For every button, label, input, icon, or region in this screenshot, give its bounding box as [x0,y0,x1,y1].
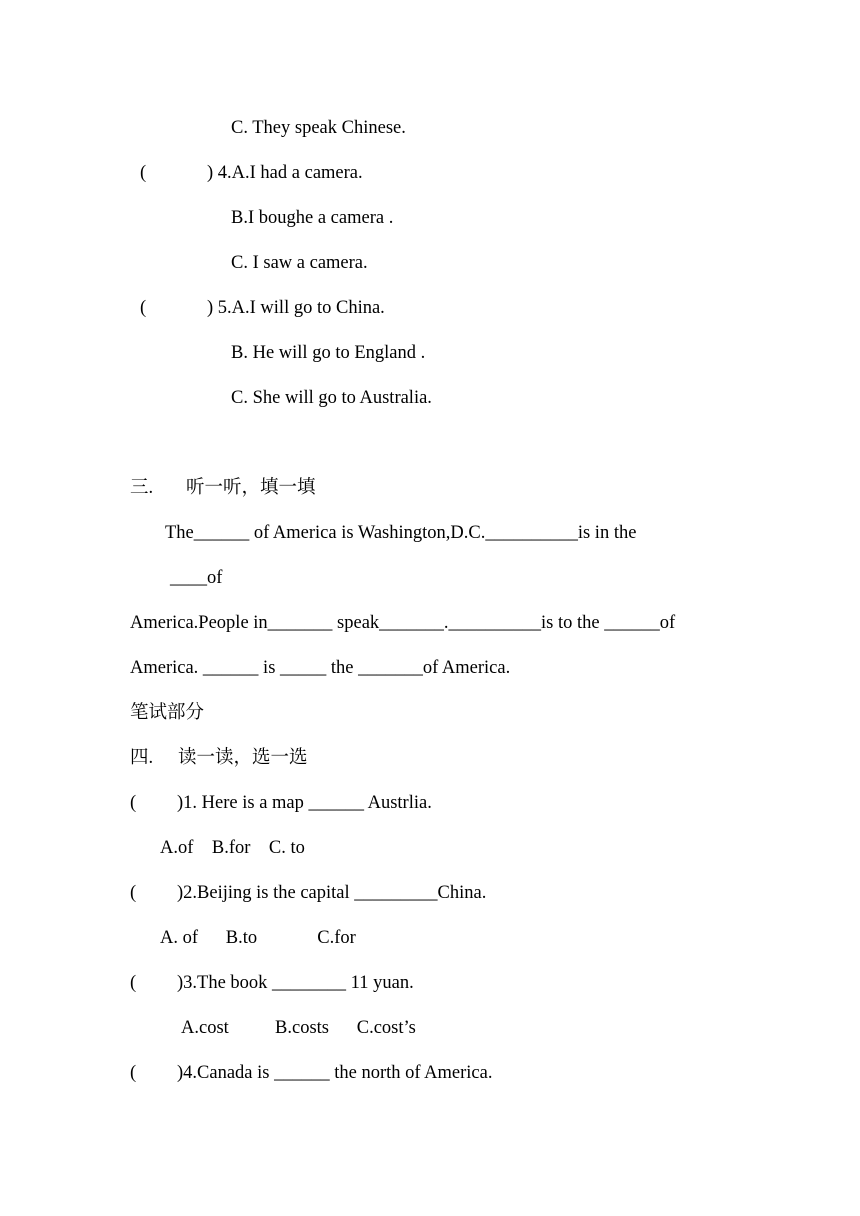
section3-line-4: America. ______ is _____ the _______of America. [130,658,511,678]
section3-line-2: ____of [170,568,223,588]
s4-q3-paren: ( [130,973,137,993]
q4-paren: ( [140,163,147,183]
s4-q3-options: A.cost B.costs C.cost’s [181,1018,416,1038]
s4-q2-paren: ( [130,883,137,903]
section3-number: 三. [130,478,154,498]
s4-q1-text: )1. Here is a map ______ Austrlia. [177,793,432,813]
section4-title: 读一读，选一选 [178,748,308,768]
section4-number: 四. [130,748,154,768]
q5-paren: ( [140,298,147,318]
s4-q3-text: )3.The book ________ 11 yuan. [177,973,414,993]
section3-title: 听一听，填一填 [186,478,316,498]
section3-line-3: America.People in_______ speak_______.__________is to the ______of [130,613,676,633]
s4-q1-options: A.of B.for C. to [160,838,305,858]
section3-line-1: The______ of America is Washington,D.C.__________is in the [165,523,637,543]
s4-q4-text: )4.Canada is ______ the north of America. [177,1063,493,1083]
q4-option-c: C. I saw a camera. [231,253,368,273]
s4-q2-options: A. of B.to C.for [160,928,356,948]
q4-option-a: ) 4.A.I had a camera. [207,163,363,183]
q5-option-b: B. He will go to England . [231,343,426,363]
q4-option-b: B.I boughe a camera . [231,208,394,228]
q5-option-a: ) 5.A.I will go to China. [207,298,385,318]
s4-q4-paren: ( [130,1063,137,1083]
s4-q1-paren: ( [130,793,137,813]
q5-option-c: C. She will go to Australia. [231,388,432,408]
s4-q2-text: )2.Beijing is the capital _________China. [177,883,487,903]
q3-option-c: C. They speak Chinese. [231,118,406,138]
written-part-heading: 笔试部分 [130,703,205,723]
